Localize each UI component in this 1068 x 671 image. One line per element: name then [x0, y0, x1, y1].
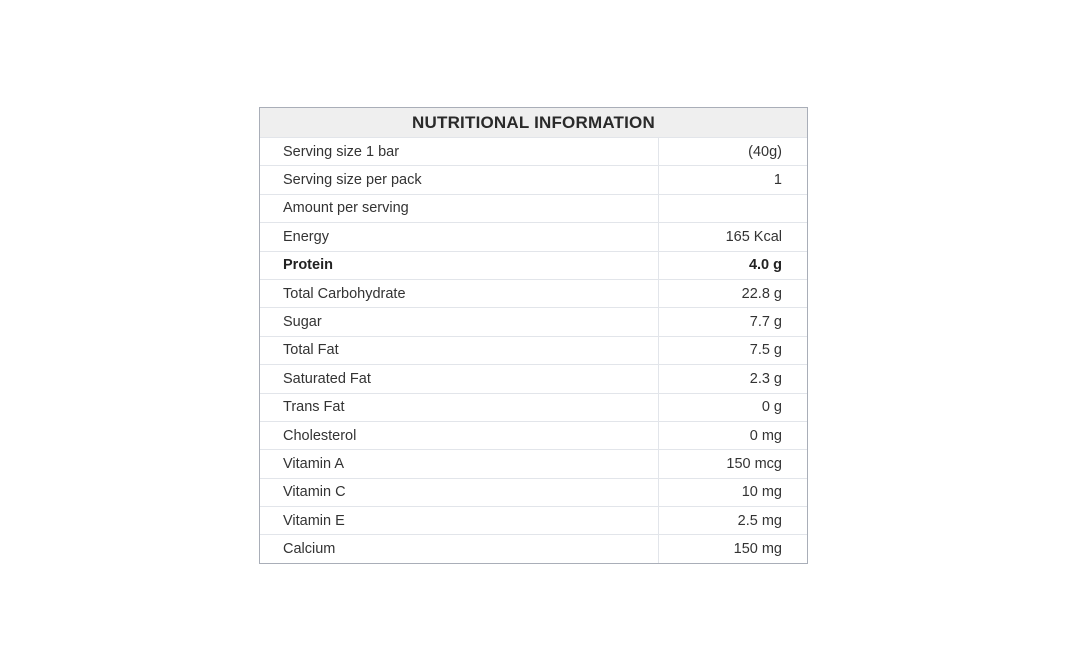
nutrient-value [658, 194, 807, 222]
table-row [260, 223, 807, 251]
nutrient-label: Saturated Fat [260, 365, 658, 393]
table-row [260, 421, 807, 449]
table-row [260, 365, 807, 393]
nutrient-value: 0 g [658, 393, 807, 421]
nutrition-table [260, 137, 807, 563]
table-row [260, 194, 807, 222]
nutrient-label: Vitamin E [260, 507, 658, 535]
nutrient-value: 165 Kcal [658, 223, 807, 251]
table-row [260, 478, 807, 506]
nutrient-value: 10 mg [658, 478, 807, 506]
nutrient-label: Trans Fat [260, 393, 658, 421]
table-row [260, 336, 807, 364]
panel-title: NUTRITIONAL INFORMATION [260, 108, 807, 137]
nutrient-value: 7.5 g [658, 336, 807, 364]
table-row [260, 507, 807, 535]
nutrient-value: 150 mg [658, 535, 807, 563]
nutrient-label: Total Carbohydrate [260, 279, 658, 307]
nutrient-label: Calcium [260, 535, 658, 563]
nutrient-label: Amount per serving [260, 194, 658, 222]
nutrient-label: Total Fat [260, 336, 658, 364]
table-row [260, 166, 807, 194]
nutrient-value: 150 mcg [658, 450, 807, 478]
nutrient-value: 0 mg [658, 421, 807, 449]
nutrition-table-body [260, 138, 807, 564]
table-row [260, 450, 807, 478]
nutrient-value: (40g) [658, 138, 807, 166]
table-row [260, 535, 807, 563]
nutrient-label: Vitamin C [260, 478, 658, 506]
nutrient-label: Cholesterol [260, 421, 658, 449]
nutrient-value: 2.3 g [658, 365, 807, 393]
nutrient-value: 2.5 mg [658, 507, 807, 535]
nutrient-value: 22.8 g [658, 279, 807, 307]
table-row [260, 393, 807, 421]
nutrient-value: 7.7 g [658, 308, 807, 336]
table-row [260, 251, 807, 279]
table-row [260, 138, 807, 166]
nutrient-label: Energy [260, 223, 658, 251]
nutrient-label: Protein [260, 251, 658, 279]
nutrient-label: Serving size per pack [260, 166, 658, 194]
nutrient-label: Serving size 1 bar [260, 138, 658, 166]
nutrition-panel [259, 107, 808, 564]
table-row [260, 308, 807, 336]
nutrient-value: 4.0 g [658, 251, 807, 279]
table-row [260, 279, 807, 307]
nutrient-label: Sugar [260, 308, 658, 336]
nutrient-label: Vitamin A [260, 450, 658, 478]
nutrient-value: 1 [658, 166, 807, 194]
